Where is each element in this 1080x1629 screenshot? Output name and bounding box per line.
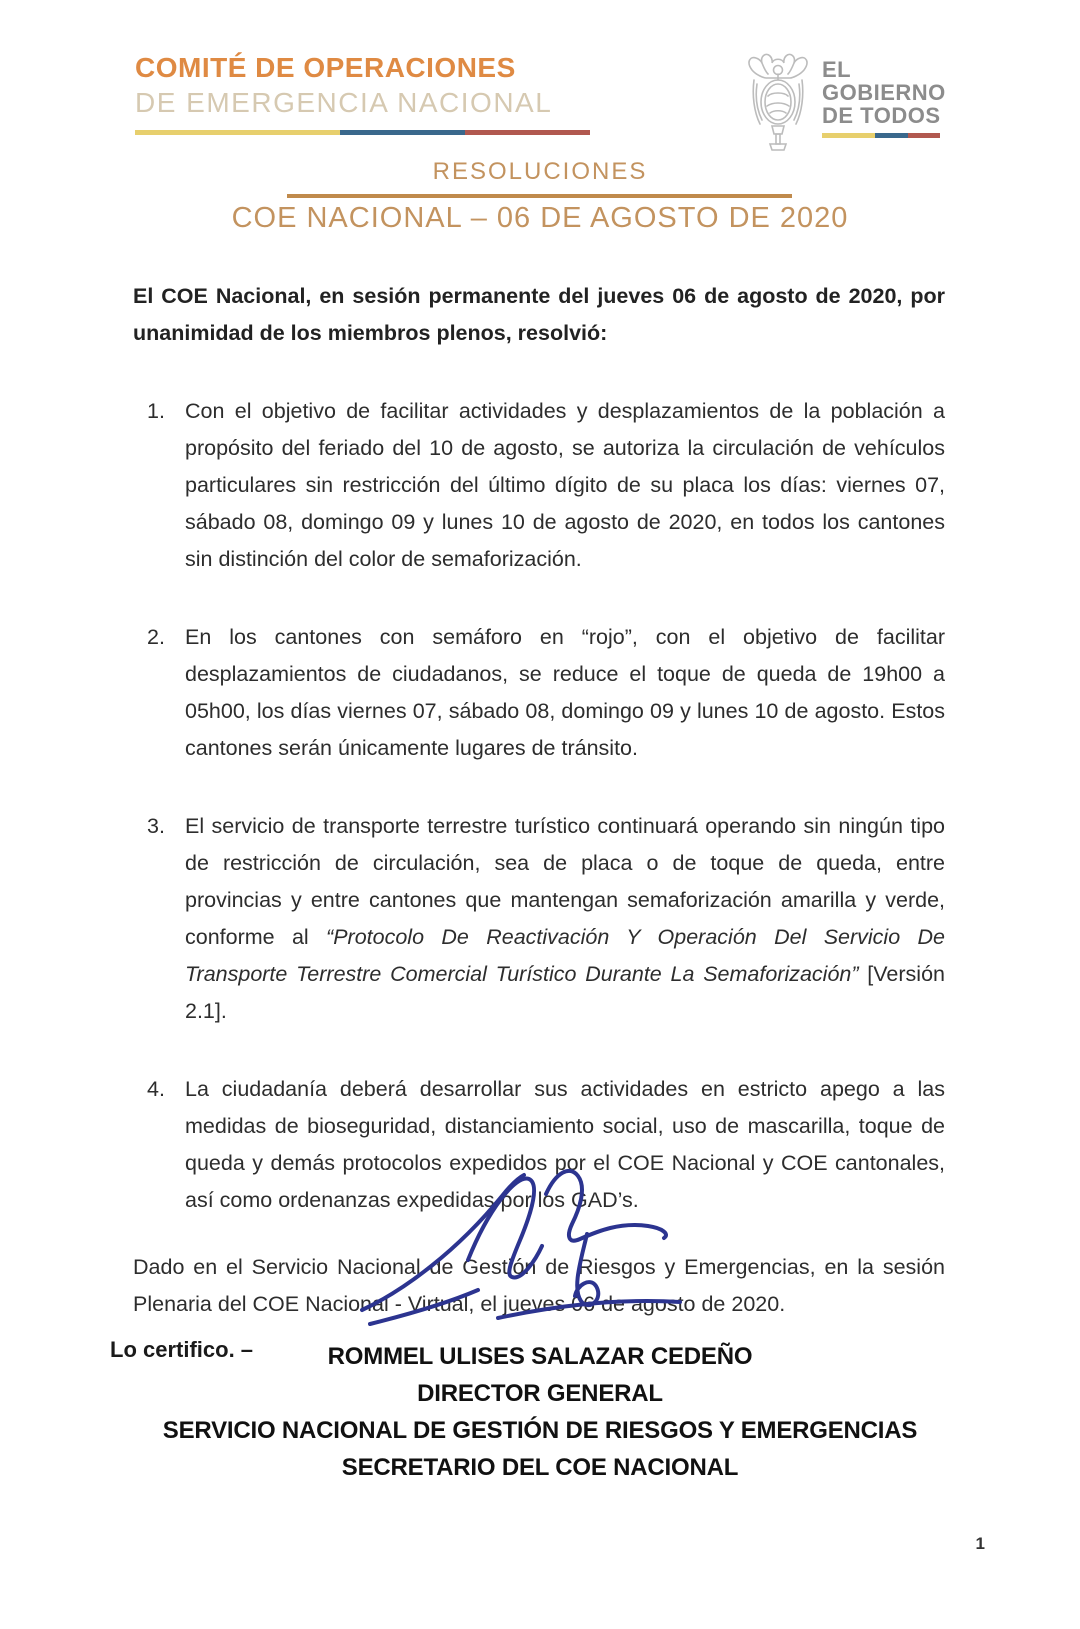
flag-yellow-segment — [822, 133, 875, 138]
resolution-number: 1. — [147, 399, 165, 423]
flag-divider — [135, 130, 590, 135]
signatory-name: ROMMEL ULISES SALAZAR CEDEÑO — [327, 1343, 753, 1370]
handwritten-signature — [350, 1138, 695, 1333]
org-header — [135, 52, 552, 119]
resolution-text-plain: El servicio de transporte terrestre turístico continuará operando sin ningún tipo de restricción de circulación, sea de placa o de toque de queda, entre provincias y entre cantones que mantengan semaforización amarilla y verde, conforme al — [185, 814, 945, 949]
flag-yellow-segment — [135, 130, 340, 135]
resolution-item-1 — [133, 393, 945, 578]
gov-logo-flag-bar — [822, 133, 940, 138]
gov-logo-line1: EL — [822, 57, 852, 82]
gov-logo-line3: DE TODOS — [822, 103, 941, 128]
resolution-text: La ciudadanía deberá desarrollar sus actividades en estricto apego a las medidas de bioseguridad, distanciamiento social, uso de mascarilla, toque de queda y demás protocolos expedidos por el COE Nacional y COE cantonales, así como ordenanzas expedidas por los GAD’s. — [185, 1077, 945, 1212]
resolution-number: 4. — [147, 1077, 165, 1101]
signatory-block — [0, 1338, 1080, 1486]
heading-underline — [287, 194, 792, 198]
signatory-role: SECRETARIO DEL COE NACIONAL — [341, 1454, 739, 1481]
page-number: 1 — [975, 1534, 985, 1553]
org-name-line2: DE EMERGENCIA NACIONAL — [135, 87, 553, 118]
flag-red-segment — [465, 130, 590, 135]
resolution-text-version: [Versión 2.1]. — [185, 962, 945, 1023]
resolution-text: En los cantones con semáforo en “rojo”, con el objetivo de facilitar desplazamientos de ciudadanos, se reduce el toque de queda de 19h00 a 05h00, los días viernes 07, sábado 08, domingo 09 y lunes 10 de agosto. Estos cantones serán únicamente lugares de tránsito. — [185, 625, 945, 760]
resolution-number: 2. — [147, 625, 165, 649]
government-logo-text — [822, 58, 946, 138]
gov-logo-line2: GOBIERNO — [822, 80, 946, 105]
signatory-title: DIRECTOR GENERAL — [417, 1380, 663, 1407]
flag-blue-segment — [340, 130, 465, 135]
signatory-org: SERVICIO NACIONAL DE GESTIÓN DE RIESGOS Y EMERGENCIAS — [162, 1417, 918, 1444]
org-name-line1: COMITÉ DE OPERACIONES — [135, 52, 516, 83]
resolution-number: 3. — [147, 814, 165, 838]
intro-paragraph: El COE Nacional, en sesión permanente del jueves 06 de agosto de 2020, por unanimidad de los miembros plenos, resolvió: — [133, 284, 945, 345]
flag-red-segment — [908, 133, 940, 138]
protocol-title-italic: “Protocolo De Reactivación Y Operación Del Servicio De Transporte Terrestre Comercial Turístico Durante La Semaforización” — [185, 925, 945, 986]
certify-line: Lo certifico. – — [110, 1337, 254, 1362]
flag-blue-segment — [875, 133, 907, 138]
document-subheading: COE NACIONAL – 06 DE AGOSTO DE 2020 — [231, 202, 849, 234]
government-logo — [740, 50, 946, 158]
document-heading: RESOLUCIONES — [432, 158, 648, 185]
resolution-item-3 — [133, 808, 945, 1030]
resolutions-list — [133, 393, 945, 1219]
resolution-text: Con el objetivo de facilitar actividades y desplazamientos de la población a propósito del feriado del 10 de agosto, se autoriza la circulación de vehículos particulares sin restricción del último dígito de su placa los días: viernes 07, sábado 08, domingo 09 y lunes 10 de agosto de 2020, en todos los cantones sin distinción del color de semaforización. — [185, 399, 945, 571]
closing-paragraph: Dado en el Servicio Nacional de Gestión de Riesgos y Emergencias, en la sesión Plenaria del COE Nacional - Virtual, el jueves 06 de agosto de 2020. — [133, 1255, 945, 1316]
resolution-item-2 — [133, 619, 945, 767]
ecuador-coat-of-arms-icon — [740, 50, 818, 158]
resolution-text — [185, 808, 945, 1030]
